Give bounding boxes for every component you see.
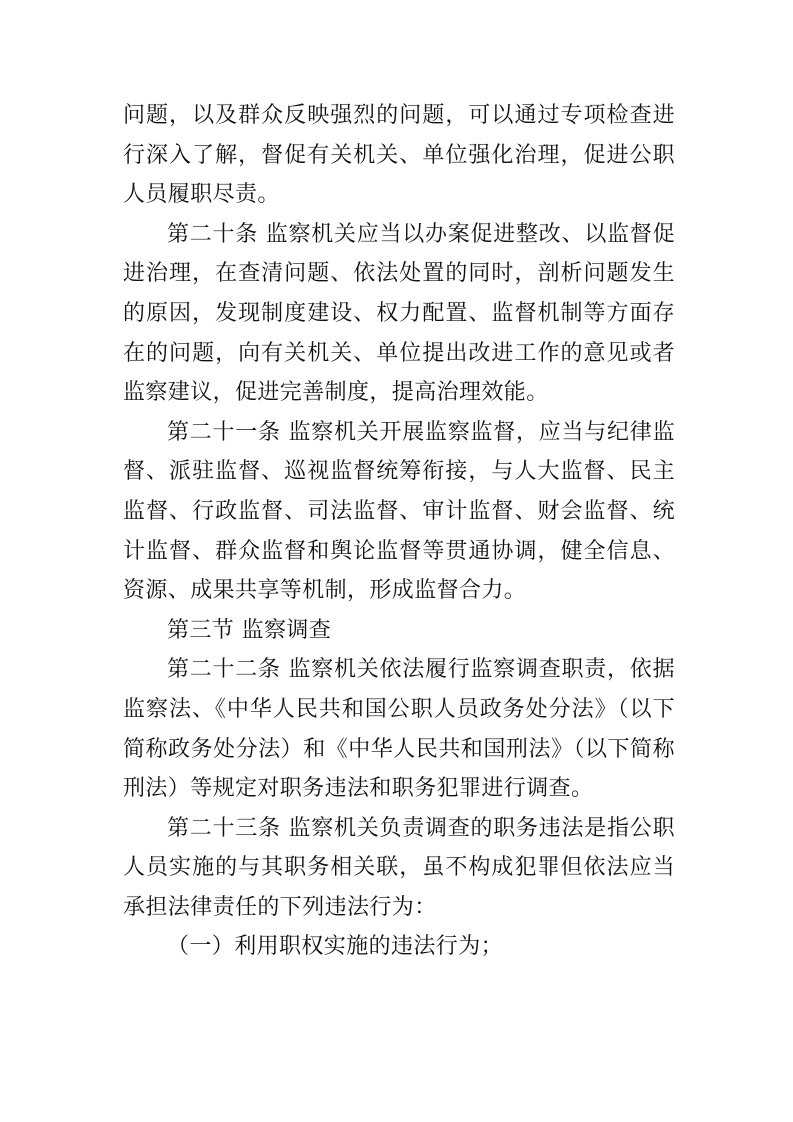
list-item-1 [123,927,675,967]
paragraph-continuation [123,96,675,215]
paragraph-text: 监察机关依法履行监察调查职责，依据监察法、《中华人民共和国公职人员政务处分法》（以下简称政务处分法）和《中华人民共和国刑法》（以下简称刑法）等规定对职务违法和职务犯罪进行调查。 [123,657,675,802]
article-heading: 第二十条 [167,221,259,247]
article-heading: 第二十一条 [167,419,281,445]
paragraph-article-21 [123,413,675,611]
paragraph-article-22 [123,650,675,808]
paragraph-text: 问题，以及群众反映强烈的问题，可以通过专项检查进行深入了解，督促有关机关、单位强化治理，促进公职人员履职尽责。 [123,103,675,208]
section-number: 第三节 [167,617,235,643]
paragraph-text: 监察机关应当以办案促进整改、以监督促进治理，在查清问题、依法处置的同时，剖析问题发生的原因，发现制度建设、权力配置、监督机制等方面存在的问题，向有关机关、单位提出改进工作的意见或者监察建议，促进完善制度，提高治理效能。 [123,221,675,406]
document-body [123,96,675,967]
paragraph-text: 监察机关开展监察监督，应当与纪律监督、派驻监督、巡视监督统筹衔接，与人大监督、民主监督、行政监督、司法监督、审计监督、财会监督、统计监督、群众监督和舆论监督等贯通协调，健全信息、资源、成果共享等机制，形成监督合力。 [123,419,675,604]
section-heading [123,611,675,651]
article-heading: 第二十二条 [167,657,281,683]
paragraph-article-23 [123,809,675,928]
paragraph-text: 监察机关负责调查的职务违法是指公职人员实施的与其职务相关联，虽不构成犯罪但依法应当承担法律责任的下列违法行为： [123,815,675,920]
article-heading: 第二十三条 [167,815,281,841]
section-title: 监察调查 [241,617,332,643]
paragraph-article-20 [123,215,675,413]
list-item-text: （一）利用职权实施的违法行为； [167,934,504,960]
